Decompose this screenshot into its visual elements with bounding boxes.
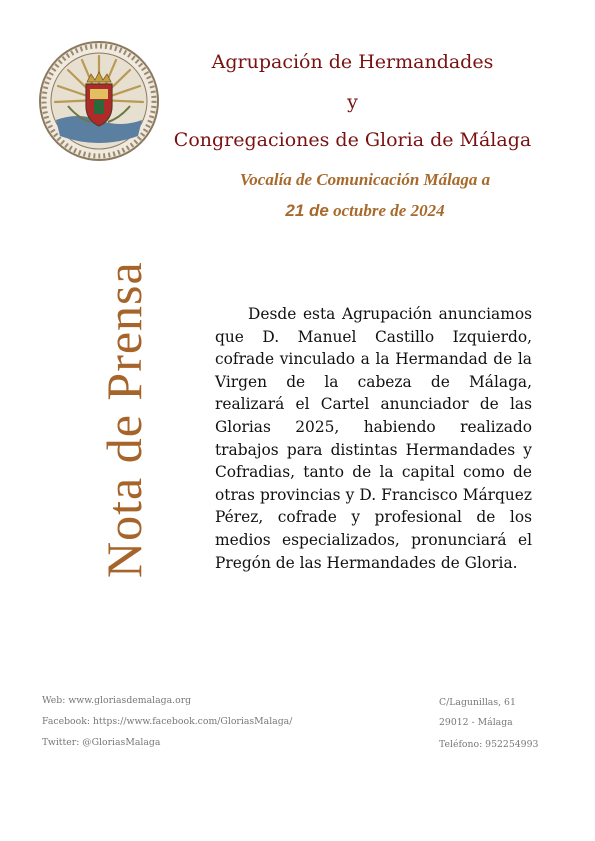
footer-twitter: Twitter: @GloriasMalaga [42, 737, 161, 748]
footer-phone: Teléfono: 952254993 [439, 739, 539, 750]
date-rest: octubre de 2024 [328, 201, 445, 220]
footer-web: Web: www.gloriasdemalaga.org [42, 695, 192, 706]
subtitle: Vocalía de Comunicación Málaga a [239, 170, 491, 189]
footer-postal: 29012 - Málaga [439, 717, 513, 728]
footer-facebook: Facebook: https://www.facebook.com/GloriasMalaga/ [42, 716, 293, 727]
side-label-nota-de-prensa: Nota de Prensa [96, 261, 152, 578]
title-line-2: y [347, 91, 358, 113]
agrupacion-seal-logo [38, 40, 160, 162]
footer-address: C/Lagunillas, 61 [439, 697, 516, 708]
date-day: 21 de [285, 201, 329, 220]
title-line-3: Congregaciones de Gloria de Málaga [173, 129, 532, 151]
press-release-body: Desde esta Agrupación anunciamos que D. Manuel Castillo Izquierdo, cofrade vinculado a la Hermandad de la Virgen de la cabeza de Málaga, realizará el Cartel anunciador de las Glorias 2025, habiendo realizado trabajos para distintas Hermandades y Cofradias, tanto de la capital como de otras provincias y D. Francisco Márquez Pérez, cofrade y profesional de los medios especializados, pronunciará el Pregón de las Hermandades de Gloria. [215, 305, 532, 572]
date-line [200, 201, 530, 221]
title-line-1: Agrupación de Hermandades [211, 51, 494, 73]
